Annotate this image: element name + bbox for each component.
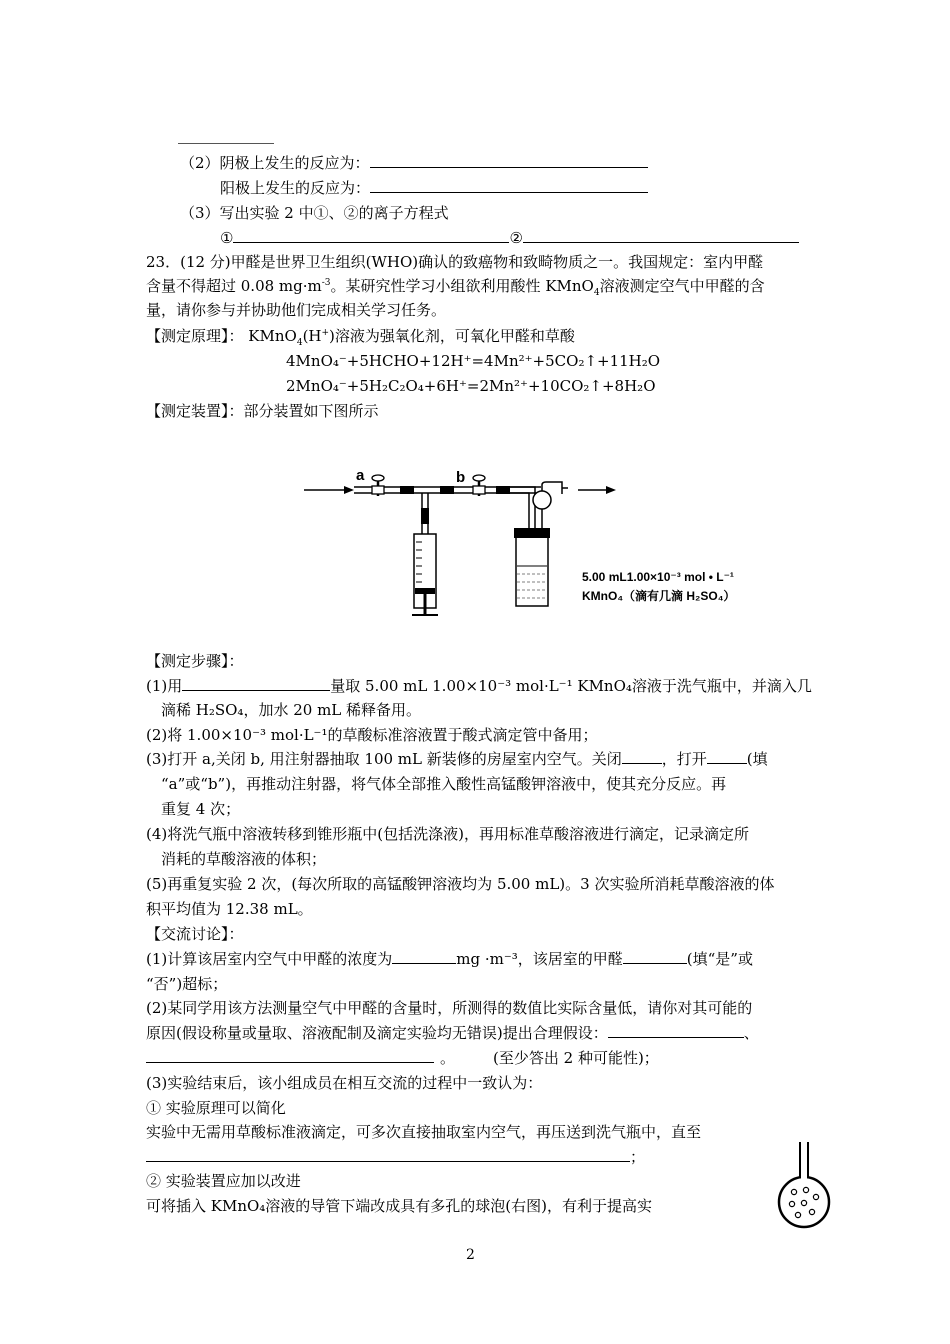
step-1-prefix: (1)用 [146, 677, 183, 695]
apparatus-label: 【测定装置】：部分装置如下图所示 [146, 402, 379, 420]
stopcock-b-handle[interactable] [473, 475, 485, 481]
label-b: b [456, 469, 466, 486]
q22-anode-line [220, 178, 648, 198]
discussion-3-ii-text: 可将插入 KMnO₄溶液的导管下端改成具有多孔的球泡(右图)，有利于提高实 [146, 1197, 653, 1215]
step-1-text: 量取 5.00 mL 1.00×10⁻³ mol·L⁻¹ KMnO₄溶液于洗气瓶中，并滴入几 [330, 677, 812, 695]
equation-formaldehyde: 4MnO₄⁻+5HCHO+12H⁺=4Mn²⁺+5CO₂↑+11H₂O [286, 352, 661, 370]
bulb-neck [801, 1174, 807, 1180]
step-5-line2: 积平均值为 12.38 mL。 [146, 900, 313, 918]
outlet-arrow-head [606, 486, 616, 494]
discussion-2-line1: (2)某同学用该方法测量空气中甲醛的含量时，所测得的数值比实际含量低，请你对其可能的 [146, 999, 753, 1017]
porous-bulb [779, 1177, 829, 1227]
discussion-3-i-answer [146, 1147, 645, 1167]
circle-2: ② [509, 229, 523, 247]
discussion-2-line2 [146, 1023, 759, 1043]
steps-label: 【测定步骤】： [146, 652, 244, 670]
stopcock-a-body [372, 486, 384, 494]
connector-2 [440, 486, 454, 494]
d1-text-c: (填“是”或 [686, 950, 753, 968]
step-3-line2: “a”或“b”)，再推动注射器，将气体全部推入酸性高锰酸钾溶液中，使其充分反应。再 [161, 775, 727, 793]
equation-2-blank[interactable] [523, 228, 799, 243]
open-valve-blank[interactable] [707, 749, 747, 764]
step-1-line2: 滴稀 H₂SO₄，加水 20 mL 稀释备用。 [161, 701, 422, 719]
discussion-3-ii: ② 实验装置应加以改进 [146, 1172, 301, 1190]
q23-intro-line2 [146, 276, 765, 296]
discussion-1-line2: “否”)超标； [146, 975, 228, 993]
step-3-line1 [146, 749, 768, 769]
anode-label: 阳极上发生的反应为： [220, 179, 371, 197]
discussion-3-i: ① 实验原理可以简化 [146, 1099, 286, 1117]
porous-bulb-figure [770, 1140, 840, 1230]
cathode-answer-blank[interactable] [370, 153, 648, 168]
apparatus-diagram [296, 458, 796, 628]
intro-text-c: 溶液测定空气中甲醛的含 [599, 277, 765, 295]
label-a: a [356, 467, 365, 484]
connector-3 [496, 486, 510, 494]
syringe-plunger-head [415, 588, 435, 594]
principle-sub: 4 [296, 338, 303, 348]
intro-sub: 4 [593, 288, 600, 298]
principle-line [146, 326, 575, 346]
discussion-3: (3)实验结束后，该小组成员在相互交流的过程中一致认为： [146, 1074, 543, 1092]
discussion-label: 【交流讨论】： [146, 925, 244, 943]
step-3-line3: 重复 4 次； [161, 800, 241, 818]
wash-bottle-stopper [514, 528, 550, 538]
discussion-2-line3 [146, 1048, 659, 1068]
inlet-arrow-head [344, 486, 354, 494]
equation-oxalic: 2MnO₄⁻+5H₂C₂O₄+6H⁺=2Mn²⁺+10CO₂↑+8H₂O [286, 377, 656, 395]
step-3-text-a: (3)打开 a,关闭 b, 用注射器抽取 100 mL 新装修的房屋室内空气。关闭 [146, 750, 622, 768]
connector-syringe [421, 508, 429, 524]
d2-note: (至少答出 2 种可能性)； [493, 1049, 659, 1067]
discussion-1-line1 [146, 949, 753, 969]
hypothesis-1-blank[interactable] [608, 1023, 744, 1038]
q23-intro-line1: 23．(12 分)甲醛是世界卫生组织(WHO)确认的致癌物和致畸物质之一。我国规定：室内甲醛 [146, 253, 764, 271]
step-2: (2)将 1.00×10⁻³ mol·L⁻¹的草酸标准溶液置于酸式滴定管中备用； [146, 726, 598, 744]
reagent-caption-2: KMnO₄（滴有几滴 H₂SO₄） [582, 589, 736, 603]
wash-bottle [516, 536, 548, 606]
principle-text-c: )溶液为强氧化剂，可氧化甲醛和草酸 [329, 327, 575, 345]
connector-1 [400, 486, 414, 494]
reagent-caption-1: 5.00 mL1.00×10⁻³ mol • L⁻¹ [582, 570, 734, 584]
discussion-3-i-text: 实验中无需用草酸标准液滴定，可多次直接抽取室内空气，再压送到洗气瓶中，直至 [146, 1123, 702, 1141]
step-3-text-b: ，打开 [661, 750, 707, 768]
endpoint-blank[interactable] [146, 1147, 630, 1162]
top-rule [178, 143, 274, 144]
stopcock-a-handle[interactable] [372, 475, 384, 481]
step-5-line1: (5)再重复实验 2 次，(每次所取的高锰酸钾溶液均为 5.00 mL)。3 次实验所消耗草酸溶液的体 [146, 875, 775, 893]
q22-cathode-line [180, 153, 648, 173]
d2-period: 。 [440, 1049, 456, 1067]
q23-intro-line3: 量，请你参与并协助他们完成相关学习任务。 [146, 301, 447, 319]
instrument-blank[interactable] [182, 676, 330, 691]
exceeds-blank[interactable] [623, 949, 687, 964]
d3i-end: ； [630, 1148, 646, 1166]
step-3-text-c: (填 [746, 750, 768, 768]
principle-sup: + [321, 328, 330, 338]
close-valve-blank[interactable] [622, 749, 662, 764]
principle-label: 【测定原理】： [146, 327, 244, 345]
intro-text-b: 。某研究性学习小组欲利用酸性 KMnO [330, 277, 594, 295]
d2-text: 原因(假设称量或量取、溶液配制及滴定实验均无错误)提出合理假设： [146, 1024, 608, 1042]
step-4-line1: (4)将洗气瓶中溶液转移到锥形瓶中(包括洗涤液)，再用标准草酸溶液进行滴定，记录滴定所 [146, 825, 749, 843]
principle-text-b: (H [302, 327, 322, 345]
intro-sup: -3 [321, 278, 331, 288]
hypothesis-2-blank[interactable] [146, 1048, 434, 1063]
equation-1-blank[interactable] [233, 228, 509, 243]
d2-separator: 、 [743, 1024, 759, 1042]
q22-item3: （3）写出实验 2 中①、②的离子方程式 [180, 204, 449, 222]
principle-text-a: KMnO [248, 327, 297, 345]
d1-text-b: mg ·m⁻³，该居室的甲醛 [456, 950, 623, 968]
anode-answer-blank[interactable] [370, 178, 648, 193]
d1-text-a: (1)计算该居室内空气中甲醛的浓度为 [146, 950, 393, 968]
step-4-line2: 消耗的草酸溶液的体积； [161, 850, 327, 868]
concentration-blank[interactable] [392, 949, 456, 964]
safety-bulb [533, 491, 551, 509]
page-number: 2 [466, 1247, 475, 1263]
circle-1: ① [220, 229, 234, 247]
stopcock-b-body [473, 486, 485, 494]
intro-text-a: 含量不得超过 0.08 mg·m [146, 277, 322, 295]
step-1-line1 [146, 676, 812, 696]
cathode-label: （2）阴极上发生的反应为： [180, 154, 370, 172]
q22-equation-blanks [220, 228, 799, 248]
